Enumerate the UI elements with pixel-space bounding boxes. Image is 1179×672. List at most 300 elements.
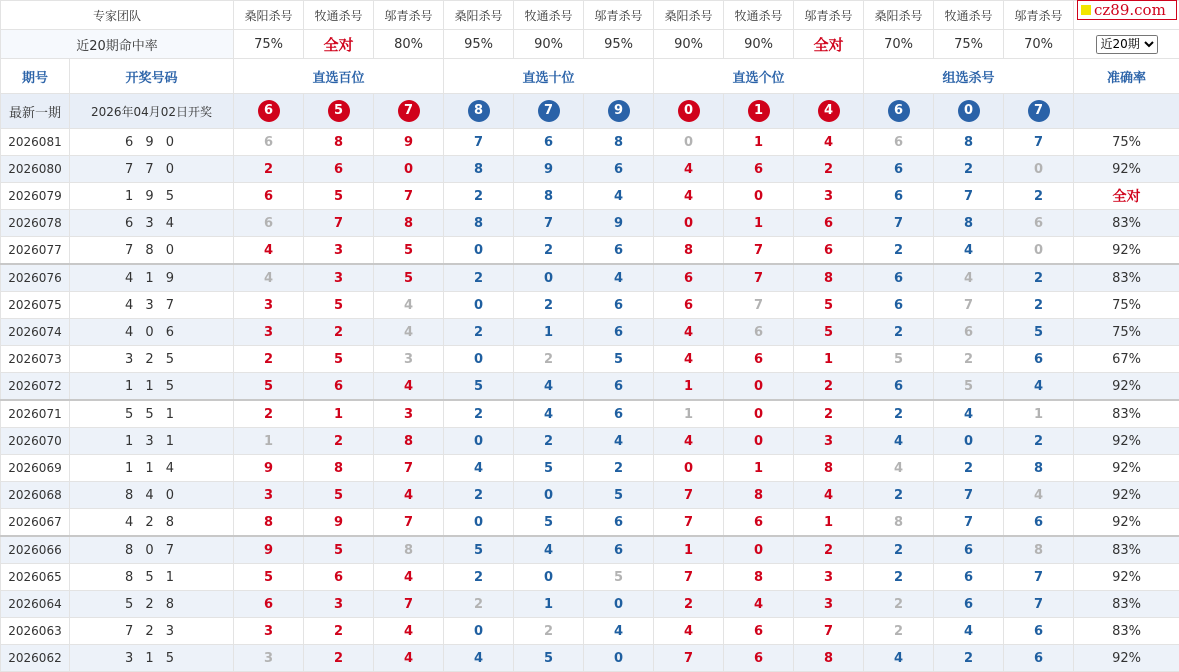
kill-number: 6 [234,591,304,618]
expert-header-row [1,1,1179,30]
kill-number: 2 [864,618,934,645]
draw-number: 8 0 7 [70,536,234,564]
draw-number: 4 2 8 [70,509,234,537]
prediction-ball: 6 [258,100,280,122]
prediction-ball: 1 [748,100,770,122]
draw-number: 7 7 0 [70,156,234,183]
kill-number: 5 [514,645,584,672]
kill-number: 4 [584,264,654,292]
accuracy-value: 75% [1074,292,1179,319]
kill-number: 8 [234,509,304,537]
kill-number: 4 [794,129,864,156]
kill-number: 2 [304,319,374,346]
kill-number: 7 [1004,129,1074,156]
kill-number: 6 [864,183,934,210]
expert-name: 邬青杀号 [794,1,864,30]
kill-number: 4 [374,292,444,319]
kill-number: 4 [514,373,584,401]
hit-rate-row [1,30,1179,59]
kill-number: 3 [234,292,304,319]
kill-number: 0 [724,428,794,455]
kill-number: 2 [794,156,864,183]
kill-number: 3 [234,319,304,346]
kill-number: 8 [514,183,584,210]
period-number: 2026072 [1,373,70,401]
kill-number: 0 [724,373,794,401]
kill-number: 7 [864,210,934,237]
hit-rate: 80% [374,30,444,59]
kill-number: 6 [864,264,934,292]
kill-number: 6 [724,156,794,183]
kill-number: 3 [234,618,304,645]
kill-number: 4 [374,319,444,346]
kill-number: 5 [304,183,374,210]
draw-number: 5 2 8 [70,591,234,618]
table-row [1,645,1179,672]
table-row [1,428,1179,455]
kill-number: 2 [864,564,934,591]
kill-number: 9 [374,129,444,156]
accuracy-header: 准确率 [1074,59,1179,94]
draw-number: 4 3 7 [70,292,234,319]
combo-group-header: 组选杀号 [864,59,1074,94]
kill-number: 7 [514,210,584,237]
kill-number: 6 [1004,509,1074,537]
kill-number: 6 [934,536,1004,564]
kill-number: 7 [374,509,444,537]
kill-number: 6 [584,536,654,564]
kill-number: 2 [304,428,374,455]
latest-prediction-cell [584,94,654,129]
accuracy-value: 92% [1074,156,1179,183]
kill-number: 8 [864,509,934,537]
kill-number: 1 [654,400,724,428]
period-number: 2026073 [1,346,70,373]
kill-number: 2 [934,346,1004,373]
prediction-ball: 7 [538,100,560,122]
kill-number: 5 [1004,319,1074,346]
kill-number: 2 [934,455,1004,482]
kill-number: 7 [1004,591,1074,618]
logo-square-icon [1081,5,1091,15]
kill-number: 1 [724,210,794,237]
kill-number: 2 [1004,428,1074,455]
kill-number: 7 [374,183,444,210]
kill-number: 3 [234,482,304,509]
accuracy-value: 83% [1074,210,1179,237]
kill-number: 5 [934,373,1004,401]
kill-number: 2 [794,400,864,428]
kill-number: 3 [304,237,374,265]
kill-number: 5 [444,373,514,401]
kill-number: 2 [514,346,584,373]
kill-number: 8 [444,156,514,183]
kill-number: 5 [374,237,444,265]
kill-number: 5 [374,264,444,292]
kill-number: 8 [584,129,654,156]
period-number: 2026064 [1,591,70,618]
kill-number: 1 [514,591,584,618]
hit-rate: 90% [514,30,584,59]
kill-number: 7 [654,509,724,537]
kill-number: 2 [864,482,934,509]
kill-number: 3 [304,264,374,292]
kill-number: 4 [374,618,444,645]
kill-number: 3 [794,183,864,210]
draw-number: 1 1 4 [70,455,234,482]
kill-number: 6 [584,237,654,265]
accuracy-value: 92% [1074,509,1179,537]
kill-number: 7 [374,591,444,618]
kill-number: 0 [444,237,514,265]
kill-number: 8 [654,237,724,265]
kill-number: 7 [654,564,724,591]
kill-number: 1 [234,428,304,455]
kill-number: 6 [584,156,654,183]
prediction-ball: 7 [398,100,420,122]
kill-number: 2 [514,292,584,319]
prediction-ball: 0 [678,100,700,122]
kill-number: 0 [654,129,724,156]
period-number: 2026070 [1,428,70,455]
kill-number: 2 [1004,264,1074,292]
latest-prediction-cell [1004,94,1074,129]
kill-number: 6 [304,156,374,183]
kill-number: 7 [1004,564,1074,591]
draw-number: 4 0 6 [70,319,234,346]
kill-number: 6 [724,509,794,537]
kill-number: 5 [584,346,654,373]
kill-number: 9 [584,210,654,237]
kill-number: 1 [794,346,864,373]
kill-number: 4 [654,618,724,645]
period-select-cell [1074,30,1179,59]
kill-number: 2 [234,156,304,183]
kill-number: 5 [234,564,304,591]
kill-number: 6 [1004,645,1074,672]
kill-number: 4 [934,264,1004,292]
period-number: 2026063 [1,618,70,645]
expert-name: 桑阳杀号 [444,1,514,30]
kill-number: 6 [304,564,374,591]
kill-number: 4 [724,591,794,618]
table-row [1,264,1179,292]
hit-rate: 全对 [794,30,864,59]
kill-number: 4 [514,400,584,428]
accuracy-value: 83% [1074,618,1179,645]
prediction-ball: 8 [468,100,490,122]
kill-number: 5 [584,564,654,591]
kill-number: 5 [794,319,864,346]
period-number: 2026066 [1,536,70,564]
kill-number: 6 [584,400,654,428]
draw-header: 开奖号码 [70,59,234,94]
kill-number: 5 [234,373,304,401]
latest-draw-date: 2026年04月02日开奖 [70,94,234,129]
period-header: 期号 [1,59,70,94]
kill-number: 7 [934,482,1004,509]
kill-number: 0 [724,400,794,428]
accuracy-value: 92% [1074,237,1179,265]
kill-number: 2 [444,264,514,292]
kill-number: 4 [514,536,584,564]
latest-prediction-cell [444,94,514,129]
table-row [1,509,1179,537]
kill-number: 2 [444,482,514,509]
kill-number: 2 [864,400,934,428]
kill-number: 3 [794,591,864,618]
kill-number: 4 [794,482,864,509]
period-range-select[interactable] [1096,35,1158,54]
table-row [1,536,1179,564]
kill-number: 4 [654,183,724,210]
kill-number: 1 [304,400,374,428]
kill-number: 2 [444,319,514,346]
kill-number: 6 [724,319,794,346]
kill-number: 9 [234,536,304,564]
accuracy-value: 83% [1074,264,1179,292]
kill-number: 5 [304,292,374,319]
draw-number: 1 1 5 [70,373,234,401]
latest-prediction-cell [864,94,934,129]
kill-number: 4 [864,428,934,455]
kill-number: 4 [584,183,654,210]
accuracy-value: 92% [1074,482,1179,509]
site-logo[interactable] [1077,0,1177,20]
period-number: 2026071 [1,400,70,428]
kill-number: 4 [374,645,444,672]
accuracy-value: 83% [1074,536,1179,564]
kill-number: 5 [514,509,584,537]
kill-number: 4 [654,428,724,455]
kill-number: 5 [584,482,654,509]
kill-number: 3 [234,645,304,672]
accuracy-value: 75% [1074,319,1179,346]
latest-prediction-cell [724,94,794,129]
kill-number: 6 [654,292,724,319]
hundreds-group-header: 直选百位 [234,59,444,94]
period-number: 2026079 [1,183,70,210]
kill-number: 4 [934,237,1004,265]
hit-rate: 90% [654,30,724,59]
kill-number: 0 [514,264,584,292]
kill-number: 1 [794,509,864,537]
kill-number: 8 [374,210,444,237]
draw-number: 6 9 0 [70,129,234,156]
draw-number: 1 3 1 [70,428,234,455]
kill-number: 4 [374,482,444,509]
kill-number: 0 [654,210,724,237]
kill-number: 6 [1004,346,1074,373]
table-row [1,400,1179,428]
kill-number: 6 [864,292,934,319]
kill-number: 4 [934,400,1004,428]
kill-number: 2 [514,428,584,455]
hit-rate: 70% [864,30,934,59]
kill-number: 2 [234,346,304,373]
accuracy-value: 92% [1074,564,1179,591]
kill-number: 4 [584,618,654,645]
kill-number: 7 [794,618,864,645]
units-group-header: 直选个位 [654,59,864,94]
kill-number: 2 [934,156,1004,183]
kill-number: 8 [794,264,864,292]
expert-name: 牧通杀号 [934,1,1004,30]
kill-number: 8 [374,428,444,455]
expert-name: 桑阳杀号 [654,1,724,30]
kill-number: 0 [654,455,724,482]
latest-prediction-cell [654,94,724,129]
kill-number: 2 [584,455,654,482]
prediction-ball: 5 [328,100,350,122]
kill-number: 2 [514,237,584,265]
kill-number: 8 [794,455,864,482]
kill-number: 4 [234,237,304,265]
period-number: 2026062 [1,645,70,672]
kill-number: 0 [374,156,444,183]
accuracy-value: 92% [1074,373,1179,401]
kill-number: 2 [654,591,724,618]
tens-group-header: 直选十位 [444,59,654,94]
kill-number: 6 [864,373,934,401]
kill-number: 2 [444,591,514,618]
kill-number: 2 [444,183,514,210]
kill-number: 6 [794,237,864,265]
kill-number: 8 [794,645,864,672]
kill-number: 6 [864,129,934,156]
kill-number: 8 [934,210,1004,237]
period-number: 2026078 [1,210,70,237]
table-row [1,591,1179,618]
kill-number: 6 [584,509,654,537]
kill-number: 7 [654,482,724,509]
kill-number: 0 [584,591,654,618]
latest-prediction-cell [514,94,584,129]
kill-number: 0 [584,645,654,672]
kill-number: 0 [514,482,584,509]
kill-number: 6 [934,591,1004,618]
period-number: 2026081 [1,129,70,156]
kill-number: 8 [724,564,794,591]
table-row [1,455,1179,482]
draw-number: 6 3 4 [70,210,234,237]
kill-number: 2 [1004,292,1074,319]
kill-number: 7 [934,509,1004,537]
kill-number: 0 [444,346,514,373]
kill-number: 4 [234,264,304,292]
hit-rate: 95% [584,30,654,59]
prediction-ball: 6 [888,100,910,122]
kill-number: 7 [444,129,514,156]
logo-text: cz89.com [1094,0,1166,20]
table-row [1,373,1179,401]
kill-number: 6 [584,373,654,401]
kill-number: 2 [864,319,934,346]
kill-number: 2 [514,618,584,645]
draw-number: 8 4 0 [70,482,234,509]
table-row [1,292,1179,319]
expert-name: 牧通杀号 [304,1,374,30]
table-row [1,156,1179,183]
kill-number: 9 [514,156,584,183]
accuracy-value: 全对 [1074,183,1179,210]
latest-prediction-cell [234,94,304,129]
period-number: 2026074 [1,319,70,346]
kill-number: 0 [1004,156,1074,183]
hit-rate: 70% [1004,30,1074,59]
expert-name: 牧通杀号 [724,1,794,30]
kill-number: 6 [584,319,654,346]
kill-number: 7 [934,292,1004,319]
kill-number: 6 [724,346,794,373]
kill-number: 3 [374,400,444,428]
kill-number: 2 [864,237,934,265]
kill-number: 2 [794,373,864,401]
kill-number: 5 [864,346,934,373]
kill-number: 1 [724,455,794,482]
column-header-row [1,59,1179,94]
kill-number: 4 [654,319,724,346]
hit-rate: 90% [724,30,794,59]
kill-number: 6 [234,129,304,156]
kill-number: 4 [444,455,514,482]
kill-number: 4 [864,645,934,672]
kill-number: 6 [934,319,1004,346]
team-label: 专家团队 [1,1,234,30]
hit-rate: 75% [934,30,1004,59]
period-number: 2026067 [1,509,70,537]
draw-number: 1 9 5 [70,183,234,210]
period-number: 2026069 [1,455,70,482]
kill-number: 8 [1004,536,1074,564]
table-row [1,564,1179,591]
expert-name: 桑阳杀号 [234,1,304,30]
kill-number: 8 [724,482,794,509]
expert-name: 邬青杀号 [374,1,444,30]
kill-number: 0 [724,536,794,564]
kill-number: 8 [374,536,444,564]
draw-number: 4 1 9 [70,264,234,292]
expert-name: 牧通杀号 [514,1,584,30]
kill-number: 4 [1004,482,1074,509]
kill-number: 2 [444,400,514,428]
latest-prediction-cell [304,94,374,129]
kill-number: 6 [724,618,794,645]
kill-number: 2 [794,536,864,564]
kill-number: 0 [724,183,794,210]
kill-number: 0 [444,428,514,455]
kill-number: 9 [234,455,304,482]
kill-number: 2 [304,645,374,672]
kill-number: 1 [654,536,724,564]
period-number: 2026065 [1,564,70,591]
expert-name: 邬青杀号 [584,1,654,30]
kill-number: 2 [234,400,304,428]
kill-number: 7 [724,264,794,292]
draw-number: 3 2 5 [70,346,234,373]
hit-rate: 全对 [304,30,374,59]
table-row [1,183,1179,210]
accuracy-value: 83% [1074,591,1179,618]
kill-number: 6 [724,645,794,672]
hit-rate: 95% [444,30,514,59]
kill-number: 5 [514,455,584,482]
kill-number: 6 [654,264,724,292]
kill-number: 3 [304,591,374,618]
kill-number: 6 [934,564,1004,591]
kill-number: 8 [304,129,374,156]
kill-number: 1 [724,129,794,156]
